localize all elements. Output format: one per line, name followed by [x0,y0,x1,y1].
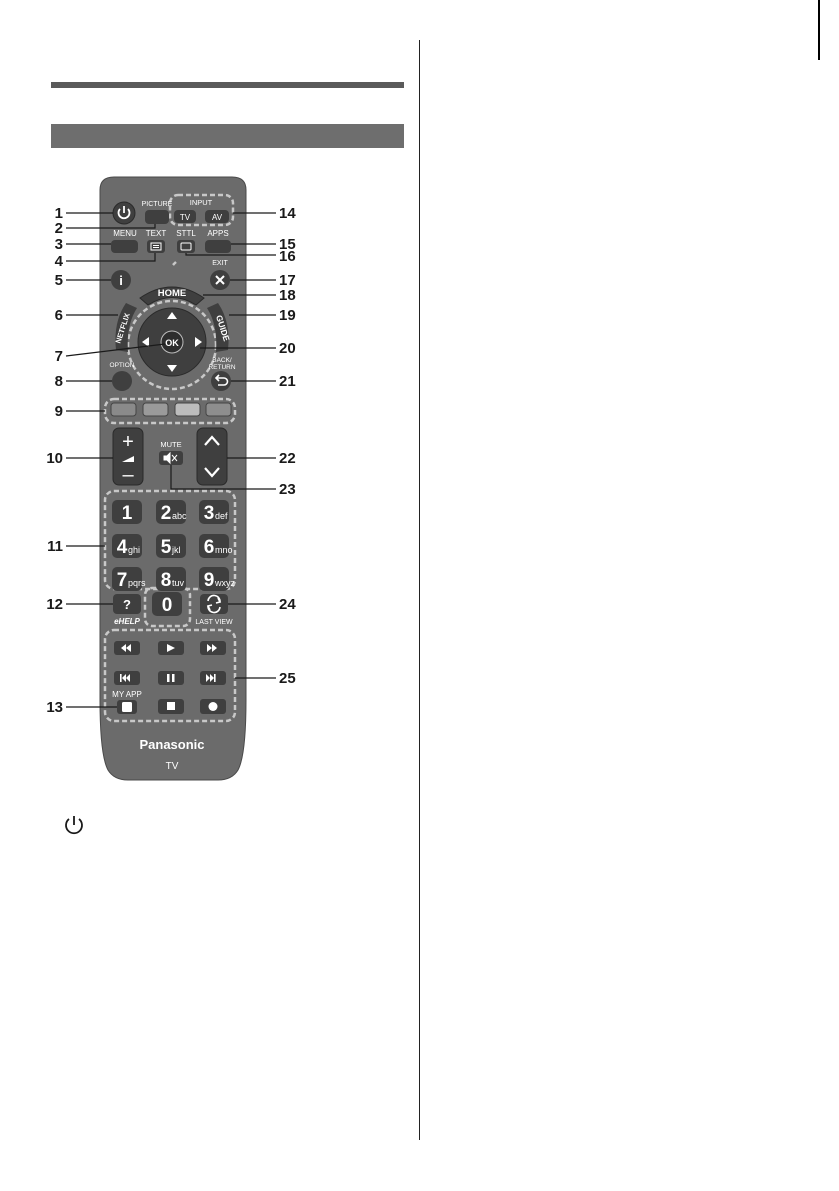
callout-18: 18 [279,287,296,304]
callout-22: 22 [279,450,296,467]
picture-button[interactable] [145,210,169,224]
digit-2-label: 2 [160,503,172,524]
subtitle-button[interactable] [177,240,195,253]
ok-button[interactable]: OK [165,338,179,348]
digit-5-label: 5 [160,537,172,558]
callout-23: 23 [279,481,296,498]
green-key[interactable] [143,403,168,416]
callout-21: 21 [279,373,296,390]
help-icon: ? [123,597,131,612]
netflix-label: NETFLIX [113,311,132,345]
digit-6-letters: mno [215,545,233,555]
stop-icon [167,702,175,710]
back-label-1: BACK/ [212,357,232,364]
av-input-button[interactable] [205,210,229,223]
power-button[interactable] [113,202,135,224]
digit-6-button[interactable] [199,534,233,558]
callout-17: 17 [279,272,296,289]
callout-7: 7 [54,348,63,365]
my-app-icon [122,702,132,712]
digit-8-label: 8 [160,570,172,591]
digit-7-button[interactable] [112,567,146,591]
digit-1-label: 1 [121,503,133,524]
callout-16: 16 [279,248,296,265]
info-button[interactable] [111,270,131,290]
callout-19: 19 [279,307,296,324]
info-label: i [119,273,123,288]
apps-label: APPS [207,229,229,238]
digit-4-letters: ghi [128,545,141,555]
my-app-button[interactable] [117,700,137,714]
brand-logo: Panasonic [139,737,205,752]
callout-12: 12 [46,596,63,613]
tv-input-label: TV [179,213,191,222]
picture-label: PICTURE [141,201,173,208]
power-icon [63,814,85,836]
ehelp-label: eHELP [114,617,140,626]
callout-3: 3 [54,236,63,253]
option-button[interactable] [112,371,132,391]
callout-6: 6 [54,307,63,324]
digit-4-label: 4 [116,537,128,558]
callout-9: 9 [54,403,63,420]
volume-down-label: – [122,464,134,486]
my-app-label: MY APP [112,690,142,699]
digit-7-label: 7 [116,570,128,591]
digit-4-button[interactable] [112,534,142,558]
digit-2-letters: abc [172,511,187,521]
digit-6-label: 6 [203,537,215,558]
digit-9-label: 9 [203,570,215,591]
channel-rocker[interactable] [197,428,227,485]
exit-button[interactable] [210,270,230,290]
callout-10: 10 [46,450,63,467]
callout-8: 8 [54,373,63,390]
blue-key[interactable] [206,403,231,416]
text-label: TEXT [145,229,167,238]
digit-3-letters: def [215,511,228,521]
pause-button[interactable] [158,671,184,685]
digit-8-button[interactable] [156,567,186,591]
volume-rocker[interactable] [113,428,143,486]
back-return-button[interactable] [211,371,231,391]
mute-button[interactable] [159,451,183,465]
volume-up-label: + [122,431,134,453]
home-label: HOME [157,288,187,299]
digit-3-label: 3 [203,503,215,524]
callout-24: 24 [279,596,296,613]
callout-5: 5 [54,272,63,289]
callout-13: 13 [46,699,63,716]
exit-label: EXIT [212,260,228,267]
digit-3-button[interactable] [199,500,229,524]
digit-5-button[interactable] [156,534,186,558]
last-view-button[interactable] [200,594,228,614]
record-icon [209,702,218,711]
digit-2-button[interactable] [156,500,187,524]
model-label: TV [165,761,179,772]
digit-0-button[interactable] [152,592,182,616]
guide-label: GUIDE [213,313,232,343]
digit-5-letters: jkl [172,545,181,555]
digit-1-button[interactable] [112,500,142,524]
input-label: INPUT [189,198,213,207]
last-view-label: LAST VIEW [195,619,233,626]
digit-8-letters: tuv [172,578,185,588]
mute-label: MUTE [160,440,182,449]
menu-button[interactable] [111,240,138,253]
help-button[interactable] [113,594,141,614]
option-label: OPTION [109,362,135,369]
digit-0-label: 0 [161,595,173,616]
av-input-label: AV [211,213,223,222]
sttl-label: STTL [176,229,196,238]
red-key[interactable] [111,403,136,416]
digit-7-letters: pqrs [128,578,146,588]
callout-14: 14 [279,205,296,222]
menu-label: MENU [113,229,137,238]
callout-1: 1 [54,205,63,222]
callout-15: 15 [279,236,296,253]
callout-4: 4 [54,253,63,270]
callout-25: 25 [279,670,296,687]
callout-2: 2 [54,220,63,237]
callout-20: 20 [279,340,296,357]
tv-input-button[interactable] [174,210,196,223]
apps-button[interactable] [205,240,231,253]
text-button[interactable] [147,240,165,253]
yellow-key[interactable] [175,403,200,416]
back-label-2: RETURN [208,364,236,371]
digit-9-letters: wxyz [215,578,235,588]
callout-11: 11 [47,538,63,555]
